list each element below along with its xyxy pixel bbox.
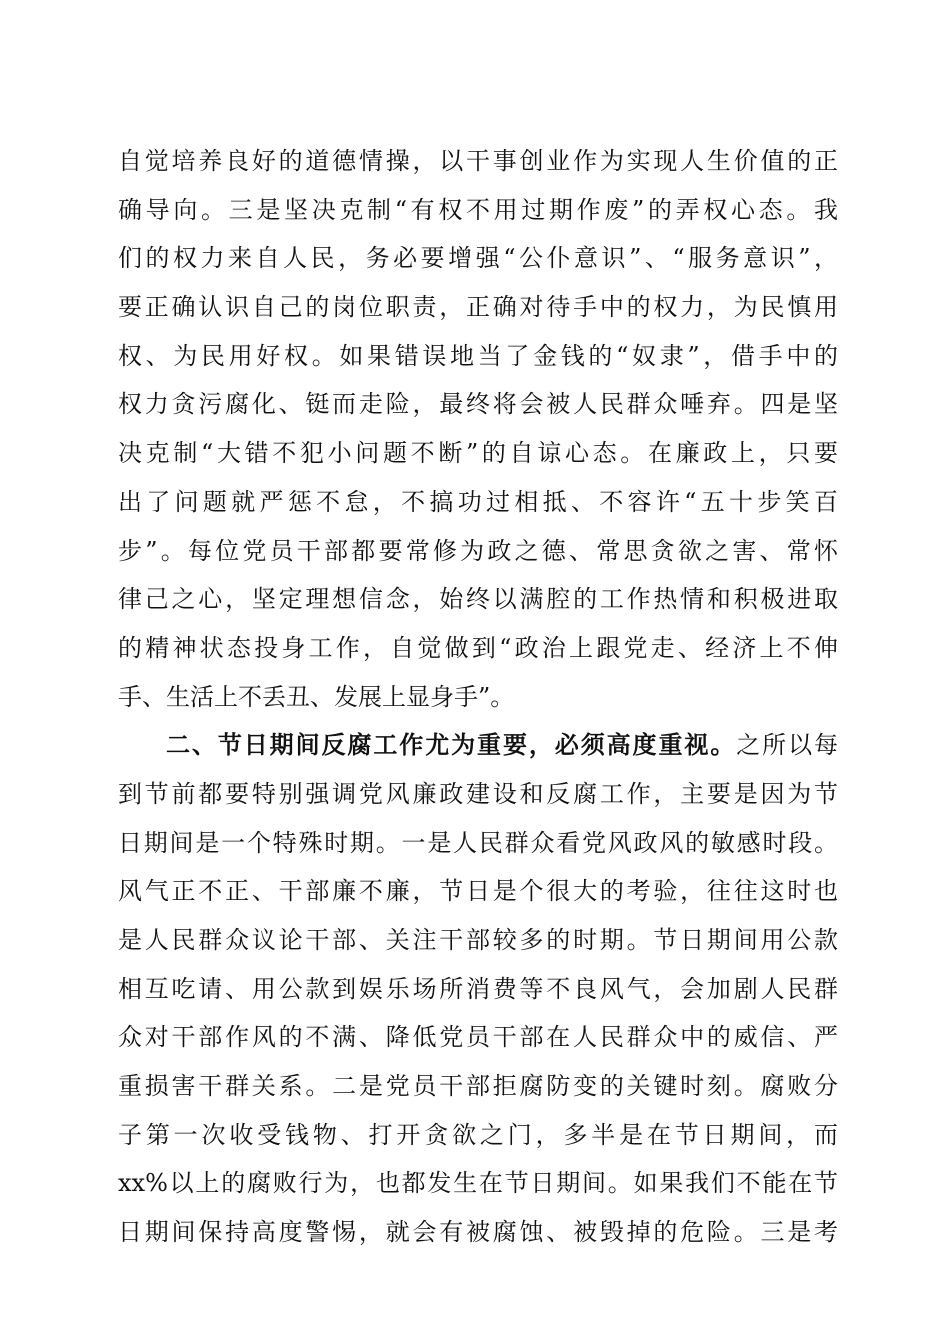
paragraph2-line-11: 日期间保持高度警惕，就会有被腐蚀、被毁掉的危险。三是考: [118, 1218, 838, 1247]
paragraph2-line-1-rest: 之所以每: [736, 731, 839, 760]
paragraph1-line-3: 们的权力来自人民，务必要增强“公仆意识”、“服务意识”，: [118, 244, 838, 273]
paragraph2-line-9: 子第一次收受钱物、打开贪欲之门，多半是在节日期间，而: [118, 1120, 838, 1149]
paragraph2-line-7: 众对干部作风的不满、降低党员干部在人民群众中的威信、严: [118, 1023, 838, 1052]
paragraph1-line-2: 确导向。三是坚决克制“有权不用过期作废”的弄权心态。我: [118, 195, 838, 224]
paragraph1-line-9: 步”。每位党员干部都要常修为政之德、常思贪欲之害、常怀: [118, 536, 838, 565]
paragraph1-line-10: 律己之心，坚定理想信念，始终以满腔的工作热情和积极进取: [118, 585, 838, 614]
paragraph2-line-5: 是人民群众议论干部、关注干部较多的时期。节日期间用公款: [118, 926, 838, 954]
paragraph2-line-10: xx%以上的腐败行为，也都发生在节日期间。如果我们不能在节: [118, 1169, 838, 1198]
paragraph1-line-6: 权力贪污腐化、铤而走险，最终将会被人民群众唾弃。四是坚: [118, 390, 838, 419]
paragraph2-line-6: 相互吃请、用公款到娱乐场所消费等不良风气，会加剧人民群: [118, 974, 838, 1003]
paragraph1-line-11: 的精神状态投身工作，自觉做到“政治上跟党走、经济上不伸: [118, 633, 838, 662]
paragraph2-line-4: 风气正不正、干部廉不廉，节日是个很大的考验，往往这时也: [118, 877, 838, 906]
paragraph2-line-2: 到节前都要特别强调党风廉政建设和反腐工作，主要是因为节: [118, 779, 838, 808]
paragraph1-line-4: 要正确认识自己的岗位职责，正确对待手中的权力，为民慎用: [118, 293, 838, 322]
paragraph1-line-8: 出了问题就严惩不怠，不搞功过相抵、不容许“五十步笑百: [118, 487, 838, 516]
paragraph2-line-3: 日期间是一个特殊时期。一是人民群众看党风政风的敏感时段。: [118, 828, 838, 857]
paragraph2-line-1: [118, 721, 838, 770]
paragraph2-line-8: 重损害干群关系。二是党员干部拒腐防变的关键时刻。腐败分: [118, 1072, 838, 1101]
section-heading: 二、节日期间反腐工作尤为重要，必须高度重视。: [166, 730, 737, 760]
paragraph1-line-12: 手、生活上不丢丑、发展上显身手”。: [118, 682, 515, 711]
paragraph1-line-7: 决克制“大错不犯小问题不断”的自谅心态。在廉政上，只要: [118, 439, 838, 468]
paragraph1-line-5: 权、为民用好权。如果错误地当了金钱的“奴隶”，借手中的: [118, 341, 838, 370]
paragraph1-line-1: 自觉培养良好的道德情操，以干事创业作为实现人生价值的正: [118, 147, 838, 175]
body-text: [118, 137, 838, 1257]
